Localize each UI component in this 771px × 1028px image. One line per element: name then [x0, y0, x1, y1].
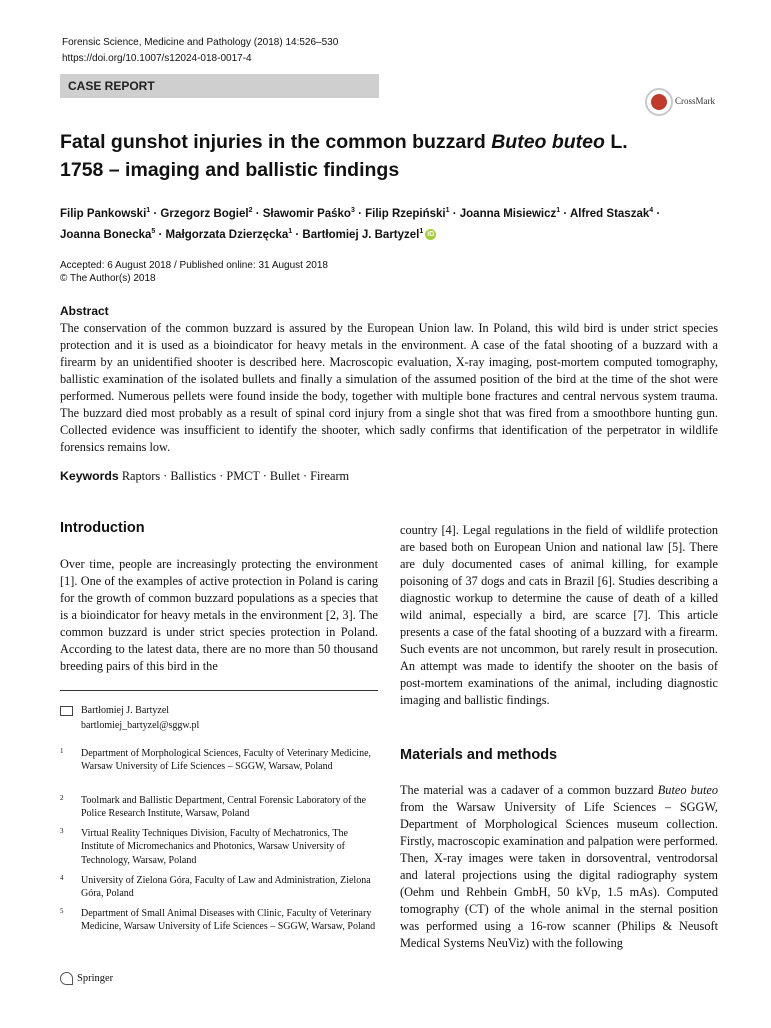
crossmark-label: CrossMark: [675, 96, 715, 106]
correspondence: [60, 703, 199, 733]
author[interactable]: Małgorzata Dzierzęcka$^1$: [165, 227, 293, 241]
author[interactable]: Filip Pankowski$^1$: [60, 207, 151, 220]
copyright: © The Author(s) 2018: [60, 273, 156, 284]
envelope-icon: [60, 706, 73, 716]
title-part: Fatal gunshot injuries in the common buzzard: [60, 131, 492, 153]
springer-horse-icon: [60, 972, 73, 985]
abstract-text: The conservation of the common buzzard is assured by the European Union law. In Poland, this wild bird is under strict species protection and it is used as a bioindicator for heavy metals in the environment. A case of the fatal shooting of a buzzard with a firearm by an unidentified shooter is described here. Macroscopic evaluation, X-ray imaging, post-mortem computed tomography, ballistic examination of the isolated bullets and finally a simulation of the assumed position of the bird at the time of the shot were performed. Numerous pellets were found inside the body, together with multiple bone fractures and central nervous system trauma. The buzzard died most probably as a result of spinal cord injury from a single shot that was fired from a smoothbore hunting gun. Collected evidence was insufficient to identify the shooter, which sadly confirms that identification of the perpetrator in wildlife forensics remains low.: [60, 321, 718, 454]
article-title: [60, 128, 660, 184]
affiliation: 3 Virtual Reality Techniques Division, Faculty of Mechatronics, The Institute of Micromechanics and Photonics, Warsaw University of Technology, Warsaw, Poland: [60, 827, 348, 866]
journal-header: [62, 35, 338, 67]
publisher-name: Springer: [77, 972, 114, 984]
abstract-heading: Abstract: [60, 304, 109, 318]
publisher-footer: [60, 972, 113, 985]
author[interactable]: Filip Rzepiński$^1$: [365, 207, 450, 220]
author[interactable]: Sławomir Paśko$^3$: [262, 207, 355, 220]
methods-paragraph-1: The material was a cadaver of a common buzzard Buteo buteo from the Warsaw University of Life Sciences – SGGW, Department of Morphological Sciences museum collection. Firstly, macroscopic examination and palpation were performed. Then, X-ray images were taken in dorsoventral, ventrodorsal and lateral projections using the digital radiography system (Oehm und Rehbein GmbH, 50 kVp, 1.5 mAs). Computed tomography (CT) of the whole animal in the sternal position was performed using a 16-row scanner (Philips & Neusoft Medical Systems NeuViz) with the following: [400, 783, 718, 950]
doi-link[interactable]: https://doi.org/10.1007/s12024-018-0017-4: [62, 53, 252, 64]
accepted-published: Accepted: 6 August 2018 / Published online: 31 August 2018: [60, 260, 328, 271]
title-species: Buteo buteo: [491, 131, 605, 153]
crossmark-badge[interactable]: [645, 88, 730, 116]
corresponding-author: Bartłomiej J. Bartyzel: [81, 705, 170, 716]
introduction-heading: Introduction: [60, 520, 145, 536]
corresponding-email[interactable]: bartlomiej_bartyzel@sggw.pl: [81, 720, 200, 731]
title-line-2: 1758 – imaging and ballistic findings: [60, 159, 400, 181]
affiliation: 5 Department of Small Animal Diseases with Clinic, Faculty of Veterinary Medicine, Warsaw University of Life Sciences – SGGW, Warsaw, Poland: [60, 907, 376, 933]
author[interactable]: Alfred Staszak$^4$: [569, 207, 654, 220]
orcid-icon[interactable]: iD: [427, 231, 435, 239]
methods-heading: Materials and methods: [400, 747, 558, 763]
keywords-list: Raptors · Ballistics · PMCT · Bullet · Firearm: [121, 469, 350, 483]
keywords-label: Keywords: [60, 469, 119, 483]
author[interactable]: Bartłomiej J. Bartyzel$^1$: [302, 227, 424, 241]
crossmark-icon: [645, 88, 673, 116]
footnote-divider: [60, 690, 378, 691]
introduction-paragraph-2: country [4]. Legal regulations in the field of wildlife protection are based both on European Union and national law [5]. There are duly documented cases of animal killing, for example poisoning of 37 dogs and cats in Brazil [6]. Studies describing a diagnostic workup to determine the cause of death of a killed wild animal, especially a bird, are scarce [7]. This article presents a case of the fatal shooting of a buzzard with a firearm. Such events are not uncommon, but rarely result in prosecution. An attempt was made to identify the shooter on the basis of post-mortem examinations of the animal, including diagnostic imaging and ballistic findings.: [400, 523, 718, 707]
introduction-paragraph-1: Over time, people are increasingly protecting the environment [1]. One of the examples of active protection in Poland is caring for the growth of common buzzard populations as a species that is a bioindicator for heavy metals in the environment [2, 3]. The common buzzard is under strict species protection in Poland. According to the latest data, there are no more than 50 thousand breeding pairs of this bird in the: [60, 557, 378, 673]
affiliation: 4 University of Zielona Góra, Faculty of Law and Administration, Zielona Góra, Poland: [60, 874, 371, 900]
author[interactable]: Joanna Bonecka$^5$: [60, 227, 156, 241]
title-part: L.: [604, 131, 628, 153]
journal-citation: Forensic Science, Medicine and Pathology (2018) 14:526–530: [62, 37, 339, 48]
author[interactable]: Grzegorz Bogiel$^2$: [160, 207, 253, 220]
author[interactable]: Joanna Misiewicz$^1$: [459, 207, 561, 220]
publication-dates: [60, 259, 328, 285]
affiliation: 2 Toolmark and Ballistic Department, Central Forensic Laboratory of the Police Research Institute, Warsaw, Poland: [60, 794, 367, 820]
author-list: Filip Pankowski$^1$ · Grzegorz Bogiel$^2$ · Sławomir Paśko$^3$ · Filip Rzepiński$^1$ · Joanna Misiewicz$^1$ · Alfred Staszak$^4$ · Joanna Bonecka$^5$ · Małgorzata Dzierzęcka$^1$ · Bartłomiej J. Bartyzel$^1$ iD: [60, 207, 661, 241]
article-type-banner: CASE REPORT: [60, 74, 379, 98]
affiliation: 1 Department of Morphological Sciences, Faculty of Veterinary Medicine, Warsaw University of Life Sciences – SGGW, Warsaw, Poland: [60, 747, 372, 773]
keywords: [60, 469, 349, 484]
